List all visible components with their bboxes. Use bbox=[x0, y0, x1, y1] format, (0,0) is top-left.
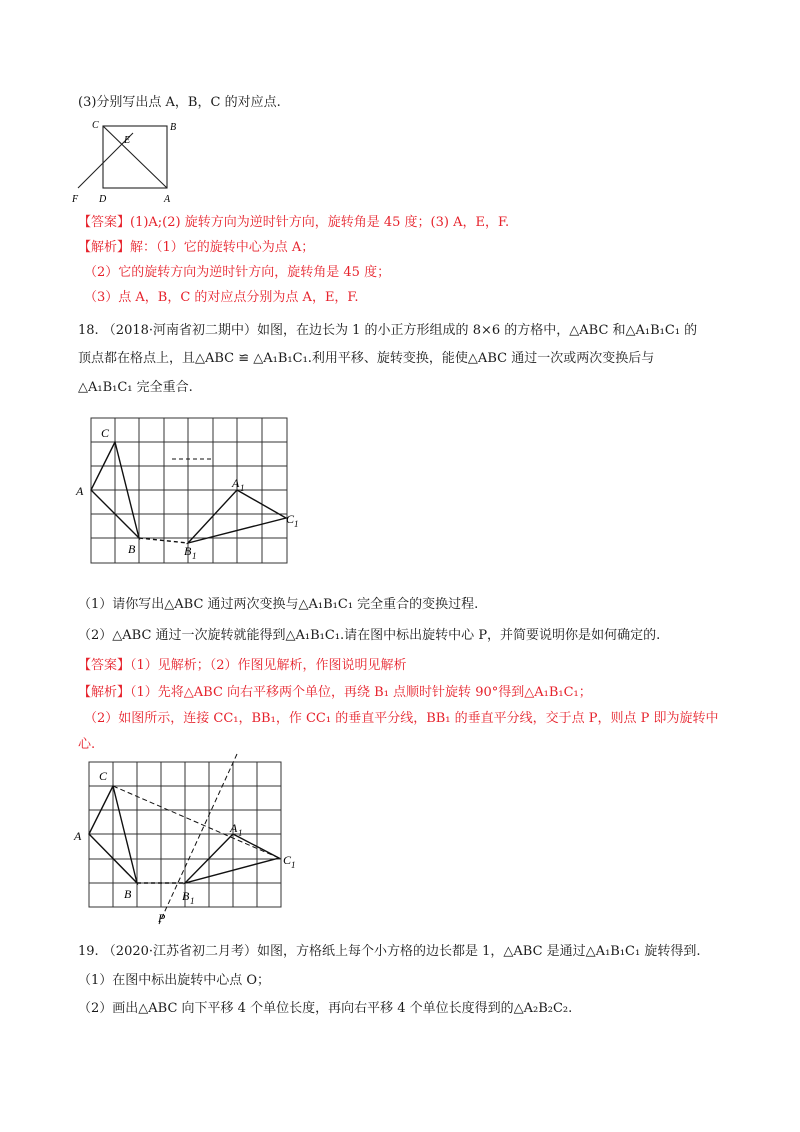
q17-analysis-3: （3）点 A，B，C 的对应点分别为点 A，E，F. bbox=[84, 290, 359, 305]
label-F: F bbox=[72, 194, 79, 205]
q18-analysis-3: 心. bbox=[78, 737, 96, 752]
fig2-label-C1: C bbox=[283, 853, 292, 867]
fig1-label-C1-sub: 1 bbox=[294, 519, 299, 529]
fig1-label-C1: C bbox=[286, 512, 295, 526]
fig2-label-B1-sub: 1 bbox=[190, 896, 195, 906]
label-C: C bbox=[92, 120, 99, 131]
q18-figure-2 bbox=[72, 752, 312, 932]
fig2-label-A: A bbox=[74, 829, 82, 843]
fig1-label-C: C bbox=[101, 426, 110, 440]
q19-question-2: （2）画出△ABC 向下平移 4 个单位长度，再向右平移 4 个单位长度得到的△A₂B₂C₂. bbox=[78, 1001, 573, 1016]
q18-figure-1 bbox=[72, 415, 312, 575]
fig1-label-B1-sub: 1 bbox=[192, 551, 197, 561]
q18-stem-1: 18. （2018·河南省初二期中）如图，在边长为 1 的小正方形组成的 8×6 的方格中，△ABC 和△A₁B₁C₁ 的 bbox=[78, 323, 698, 338]
q17-figure bbox=[70, 118, 190, 208]
q18-analysis-1: 【解析】（1）先将△ABC 向右平移两个单位，再绕 B₁ 点顺时针旋转 90°得到△A₁B₁C₁； bbox=[78, 685, 592, 700]
fig2-label-B: B bbox=[124, 887, 132, 901]
fig2-label-C1-sub: 1 bbox=[291, 860, 296, 870]
fig1-label-A1-sub: 1 bbox=[240, 483, 245, 493]
label-B: B bbox=[170, 122, 177, 133]
q17-analysis-1: 【解析】解：（1）它的旋转中心为点 A； bbox=[78, 240, 315, 255]
fig1-label-B1: B bbox=[184, 544, 192, 558]
label-E: E bbox=[124, 135, 131, 146]
fig2-label-B1: B bbox=[182, 889, 190, 903]
fig2-label-A1: A bbox=[230, 821, 238, 835]
fig1-label-A: A bbox=[76, 484, 84, 498]
q18-stem-2: 顶点都在格点上，且△ABC ≌ △A₁B₁C₁.利用平移、旋转变换，能使△ABC 通过一次或两次变换后与 bbox=[78, 351, 655, 366]
fig2-label-C: C bbox=[99, 769, 108, 783]
q19-stem: 19. （2020·江苏省初二月考）如图，方格纸上每个小方格的边长都是 1，△ABC 是通过△A₁B₁C₁ 旋转得到. bbox=[78, 944, 701, 959]
fig2-label-A1-sub: 1 bbox=[238, 828, 243, 838]
q17-analysis-2: （2）它的旋转方向为逆时针方向，旋转角是 45 度； bbox=[84, 265, 391, 280]
label-D: D bbox=[99, 194, 107, 205]
fig1-label-A1: A bbox=[232, 476, 240, 490]
q18-question-2: （2）△ABC 通过一次旋转就能得到△A₁B₁C₁.请在图中标出旋转中心 P，并简要说明你是如何确定的. bbox=[78, 628, 661, 643]
q17-part3: (3)分别写出点 A，B，C 的对应点. bbox=[78, 95, 281, 110]
fig1-label-B: B bbox=[128, 542, 136, 556]
q18-stem-3: △A₁B₁C₁ 完全重合. bbox=[78, 380, 193, 395]
q18-answer: 【答案】（1）见解析；（2）作图见解析，作图说明见解析 bbox=[78, 658, 407, 673]
q17-answer: 【答案】(1)A;(2) 旋转方向为逆时针方向，旋转角是 45 度；(3) A，E，F. bbox=[78, 215, 510, 230]
fig2-label-P: P bbox=[158, 911, 166, 925]
q19-question-1: （1）在图中标出旋转中心点 O； bbox=[78, 973, 271, 988]
label-A: A bbox=[164, 194, 171, 205]
q18-analysis-2: （2）如图所示，连接 CC₁，BB₁，作 CC₁ 的垂直平分线，BB₁ 的垂直平分线，交于点 P，则点 P 即为旋转中 bbox=[84, 711, 719, 726]
q18-question-1: （1）请你写出△ABC 通过两次变换与△A₁B₁C₁ 完全重合的变换过程. bbox=[78, 597, 479, 612]
